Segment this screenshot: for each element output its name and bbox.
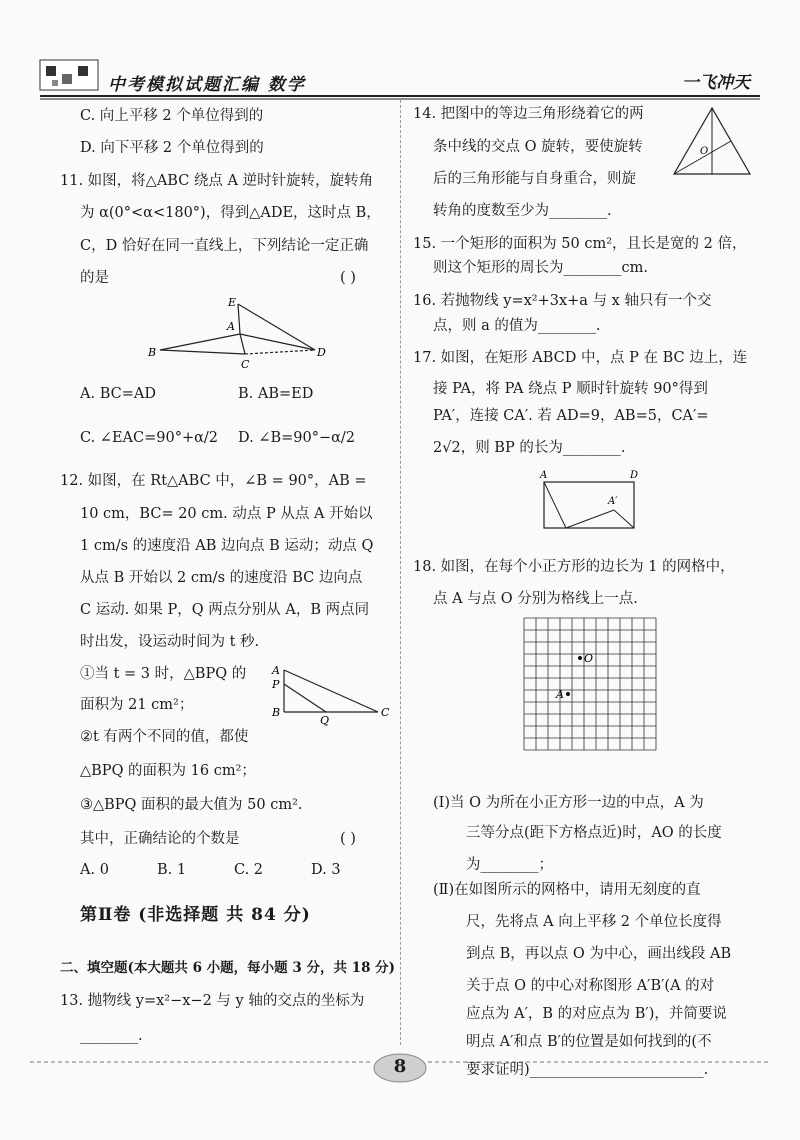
q18-part1-line3: 为________；	[466, 857, 553, 873]
q12-line1: 12. 如图，在 Rt△ABC 中，∠B = 90°，AB =	[60, 473, 367, 489]
q18-grid	[524, 618, 656, 750]
q12-statement2-a: ②t 有两个不同的值，都使	[80, 729, 249, 745]
q11-segment-ac	[240, 334, 245, 354]
q10-option-d: D. 向下平移 2 个单位得到的	[80, 140, 264, 156]
q11-option-d: D. ∠B=90°−α/2	[238, 430, 356, 446]
q11-label-a: A	[227, 320, 235, 333]
q12-label-b: B	[272, 706, 281, 719]
header-title: 中考模拟试题汇编 数学	[108, 75, 306, 95]
q11-option-c: C. ∠EAC=90°+α/2	[80, 430, 218, 446]
q12-statement1-b: 面积为 21 cm²；	[80, 697, 194, 713]
q11-option-b: B. AB=ED	[238, 386, 314, 402]
page-number: 8	[393, 1056, 407, 1077]
q18-line2: 点 A 与点 O 分别为格线上一点.	[433, 591, 638, 607]
q12-option-a: A. 0	[80, 862, 109, 878]
q11-line1: 11. 如图，将△ABC 绕点 A 逆时针旋转，旋转角	[60, 173, 374, 189]
q12-option-d: D. 3	[311, 862, 341, 878]
q12-statement2-b: △BPQ 的面积为 16 cm²；	[80, 763, 256, 779]
header-logo-square	[46, 66, 56, 76]
q17-line1: 17. 如图，在矩形 ABCD 中，点 P 在 BC 边上，连	[413, 350, 748, 366]
q17-line2: 接 PA，将 PA 绕点 P 顺时针旋转 90°得到	[433, 381, 708, 397]
q14-line1: 14. 把图中的等边三角形绕着它的两	[413, 106, 644, 122]
section-heading: 第Ⅱ卷 (非选择题 共 84 分)	[80, 905, 311, 925]
q14-line4: 转角的度数至少为________.	[433, 203, 612, 219]
q11-answer-paren: ( )	[340, 270, 356, 286]
q12-ask: 其中，正确结论的个数是	[80, 831, 240, 847]
q16-line1: 16. 若抛物线 y=x²+3x+a 与 x 轴只有一个交	[413, 293, 712, 309]
q18-label-a: A	[556, 688, 564, 701]
q11-line2: 为 α(0°<α<180°)，得到△ADE，这时点 B，	[80, 205, 381, 221]
q11-label-c: C	[241, 358, 250, 371]
header-logo-square	[78, 66, 88, 76]
q13-line1: 13. 抛物线 y=x²−x−2 与 y 轴的交点的坐标为	[60, 993, 365, 1009]
q18-part2-line4: 关于点 O 的中心对称图形 A′B′(A 的对	[466, 978, 715, 994]
q12-label-p: P	[272, 678, 280, 691]
q15-line2: 则这个矩形的周长为________cm.	[433, 260, 648, 276]
q17-line3: PA′，连接 CA′. 若 AD=9，AB=5，CA′=	[433, 408, 709, 424]
q17-rectangle	[544, 482, 634, 528]
q11-option-a: A. BC=AD	[80, 386, 156, 402]
q11-segment-bc	[160, 350, 245, 354]
q14-line3: 后的三角形能与自身重合，则旋	[433, 171, 636, 187]
q11-segment-ed	[238, 304, 315, 350]
q18-part2-line2: 尺，先将点 A 向上平移 2 个单位长度得	[466, 914, 722, 930]
q18-part2-line7: 要求证明)________________________.	[466, 1062, 709, 1078]
q12-line4: 从点 B 开始以 2 cm/s 的速度沿 BC 边向点	[80, 570, 363, 586]
q16-line2: 点，则 a 的值为________.	[433, 318, 601, 334]
q12-statement1-a: ①当 t = 3 时，△BPQ 的	[80, 666, 247, 682]
q17-segment-ca-prime	[614, 510, 634, 528]
q12-line5: C 运动. 如果 P，Q 两点分别从 A，B 两点同	[80, 602, 370, 618]
q13-line2: ________.	[80, 1028, 143, 1044]
header-brand: 一飞冲天	[682, 73, 750, 93]
q17-label-d: D	[630, 470, 639, 481]
q11-label-b: B	[148, 346, 157, 359]
q12-line3: 1 cm/s 的速度沿 AB 边向点 B 运动；动点 Q	[80, 538, 374, 554]
q12-statement3: ③△BPQ 面积的最大值为 50 cm².	[80, 797, 303, 813]
q11-label-d: D	[317, 346, 326, 359]
header-logo-square	[62, 74, 72, 84]
q18-part2-line5: 应点为 A′，B 的对应点为 B′)，并简要说	[466, 1006, 727, 1022]
q17-figure	[536, 466, 646, 532]
q18-grid-figure	[520, 614, 660, 754]
q17-label-a: A	[540, 470, 548, 481]
q18-part1-line1: (Ⅰ)当 O 为所在小正方形一边的中点，A 为	[433, 795, 704, 811]
q18-point-a	[566, 692, 570, 696]
q18-part2-line6: 明点 A′和点 B′的位置是如何找到的(不	[466, 1034, 712, 1050]
q11-segment-ae	[238, 304, 240, 334]
q18-part2-line3: 到点 B，再以点 O 为中心，画出线段 AB	[466, 946, 732, 962]
q17-line4: 2√2，则 BP 的长为________.	[433, 440, 626, 456]
q12-label-c: C	[381, 706, 390, 719]
q17-segment-pa-prime	[566, 510, 614, 528]
q17-label-a-prime: A′	[608, 496, 618, 507]
q11-segment-ad	[240, 334, 315, 350]
q12-segment-ac	[284, 670, 378, 712]
q11-label-e: E	[228, 296, 237, 309]
q11-figure	[145, 292, 335, 372]
q12-answer-paren: ( )	[340, 831, 356, 847]
part-heading-fill-blank: 二、填空题(本大题共 6 小题，每小题 3 分，共 18 分)	[60, 960, 396, 976]
q14-line2: 条中线的交点 O 旋转，要使旋转	[433, 139, 643, 155]
q15-line1: 15. 一个矩形的面积为 50 cm²，且长是宽的 2 倍，	[413, 236, 747, 252]
q12-line6: 时出发，设运动时间为 t 秒.	[80, 634, 260, 650]
q12-option-b: B. 1	[157, 862, 187, 878]
q18-line1: 18. 如图，在每个小正方形的边长为 1 的网格中，	[413, 559, 735, 575]
q12-line2: 10 cm，BC= 20 cm. 动点 P 从点 A 开始以	[80, 506, 373, 522]
q12-figure	[268, 660, 398, 727]
q18-point-o	[578, 656, 582, 660]
q18-part1-line2: 三等分点(距下方格点近)时，AO 的长度	[466, 825, 722, 841]
q18-label-o: O	[584, 652, 594, 665]
header-logo-square	[52, 80, 58, 86]
q12-label-q: Q	[320, 714, 330, 727]
q11-segment-cd	[245, 350, 315, 354]
q11-line4: 的是	[80, 270, 109, 286]
q14-figure	[668, 102, 756, 180]
q11-segment-ba	[160, 334, 240, 350]
q10-option-c: C. 向上平移 2 个单位得到的	[80, 108, 264, 124]
q12-label-a: A	[272, 664, 280, 677]
q17-segment-pa	[544, 482, 566, 528]
q18-part2-line1: (Ⅱ)在如图所示的网格中，请用无刻度的直	[433, 882, 701, 898]
q14-label-o: O	[700, 146, 709, 157]
q11-line3: C，D 恰好在同一直线上，下列结论一定正确	[80, 238, 369, 254]
q12-option-c: C. 2	[234, 862, 264, 878]
q12-segment-pq	[284, 684, 326, 712]
column-divider	[400, 100, 401, 1045]
